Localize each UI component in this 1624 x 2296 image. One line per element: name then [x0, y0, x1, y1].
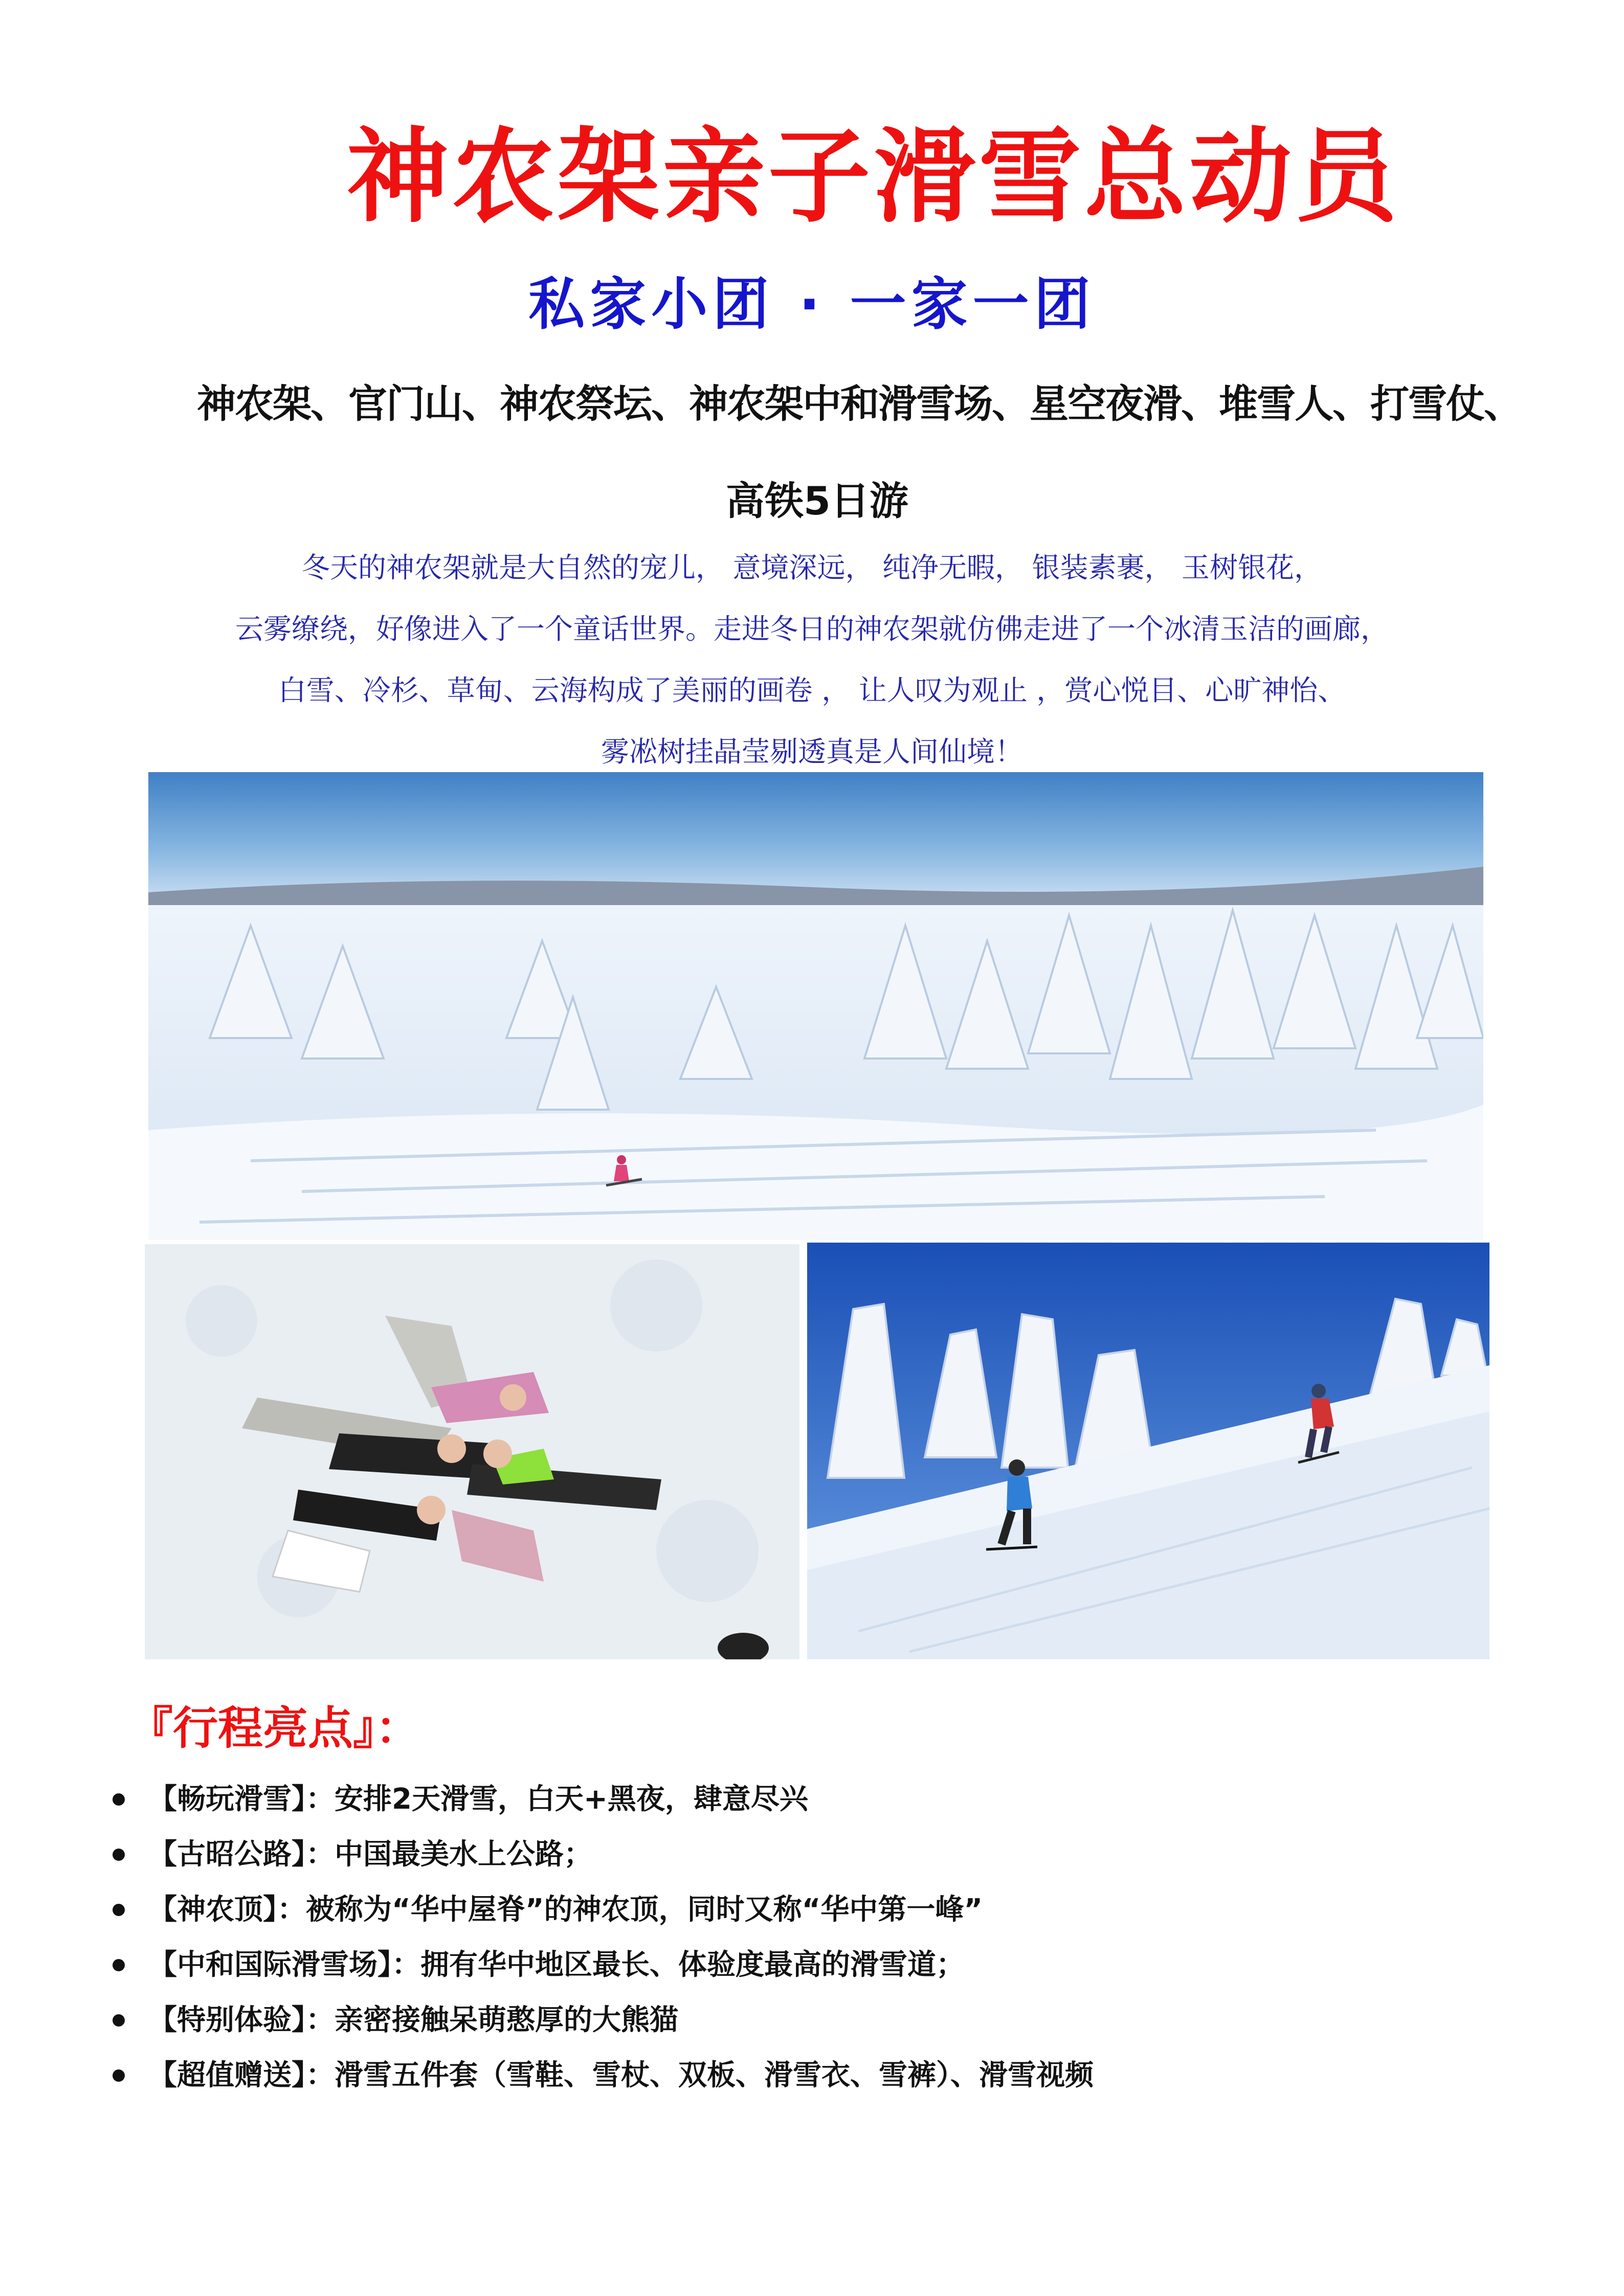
highlight-text: 【古昭公路】：中国最美水上公路； — [148, 1838, 592, 1871]
highlight-text: 【中和国际滑雪场】：拥有华中地区最长、体验度最高的滑雪道； — [148, 1948, 965, 1982]
list-item — [113, 1938, 1545, 1993]
bullet-icon — [113, 2014, 125, 2027]
snow-forest-photo — [148, 772, 1483, 1240]
list-item — [113, 1772, 1545, 1827]
route-line-2: 高铁5日游 — [726, 478, 908, 524]
skiers-slope-photo — [807, 1243, 1489, 1659]
page-subtitle: 私家小团 · 一家一团 — [528, 272, 1096, 337]
list-item — [113, 1993, 1545, 2048]
route-line-1: 神农架、官门山、神农祭坛、神农架中和滑雪场、星空夜滑、堆雪人、打雪仗、 — [197, 381, 1522, 426]
highlight-text: 【神农顶】：被称为“华中屋脊”的神农顶，同时又称“华中第一峰” — [148, 1893, 983, 1926]
bullet-icon — [113, 1793, 125, 1806]
intro-line-2: 云雾缭绕，好像进入了一个童话世界。走进冬日的神农架就仿佛走进了一个冰清玉洁的画廊， — [235, 613, 1389, 645]
page-title: 神农架亲子滑雪总动员 — [346, 118, 1400, 237]
bullet-icon — [113, 1849, 125, 1861]
intro-line-1: 冬天的神农架就是大自然的宠儿， 意境深远， 纯净无暇， 银装素裹， 玉树银花， — [302, 551, 1322, 584]
family-snow-photo — [145, 1244, 799, 1659]
bullet-icon — [113, 1959, 125, 1971]
highlight-text: 【特别体验】：亲密接触呆萌憨厚的大熊猫 — [148, 2004, 678, 2037]
highlights-heading: 『行程亮点』： — [128, 1702, 421, 1754]
intro-line-4: 雾凇树挂晶莹剔透真是人间仙境！ — [600, 735, 1023, 768]
list-item — [113, 1882, 1545, 1938]
list-item — [113, 2048, 1545, 2103]
list-item — [113, 1827, 1545, 1882]
highlight-text: 【畅玩滑雪】：安排2天滑雪，白天+黑夜，肆意尽兴 — [148, 1783, 808, 1816]
highlights-list — [113, 1772, 1545, 2103]
highlight-text: 【超值赠送】：滑雪五件套（雪鞋、雪杖、双板、滑雪衣、雪裤）、滑雪视频 — [148, 2059, 1094, 2092]
bullet-icon — [113, 2069, 125, 2082]
intro-line-3: 白雪、冷杉、草甸、云海构成了美丽的画卷 ， 让人叹为观止 ，赏心悦目、心旷神怡、 — [278, 674, 1346, 707]
bullet-icon — [113, 1904, 125, 1916]
